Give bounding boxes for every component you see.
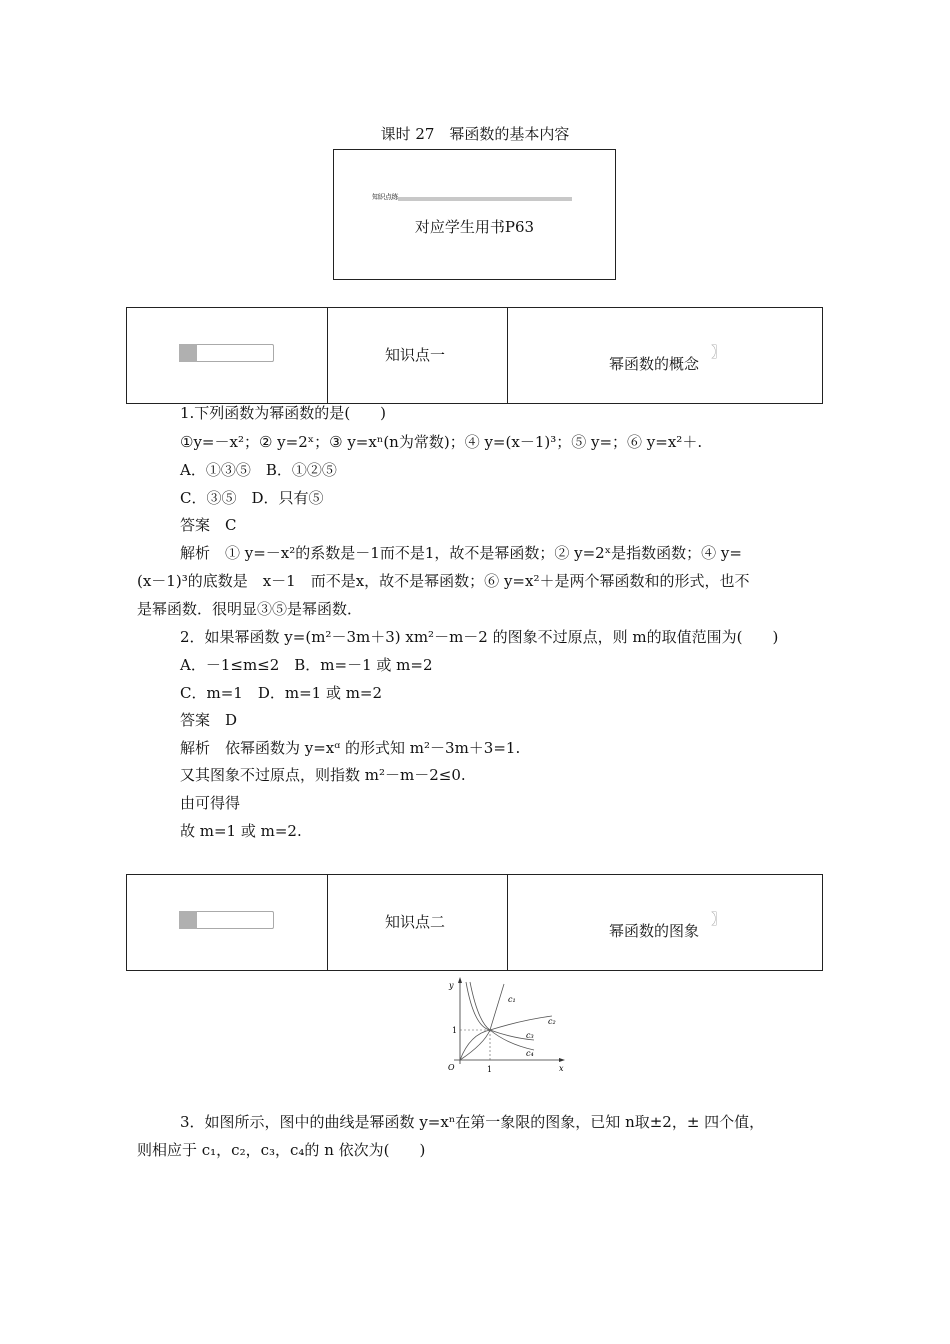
- curve-label-c4: c₄: [526, 1049, 534, 1058]
- origin-label: O: [448, 1063, 455, 1072]
- x-label: x: [559, 1064, 564, 1073]
- q1-options-ab: A．①③⑤ B．①②⑤: [180, 461, 337, 479]
- q1-options-cd: C．③⑤ D．只有⑤: [180, 489, 324, 507]
- section-label: 知识点二: [385, 913, 446, 931]
- q2-analysis-1: 解析 依幂函数为 y=xᵅ 的形式知 m²－3m＋3=1.: [180, 739, 521, 757]
- q2-options-ab: A．－1≤m≤2 B．m=－1 或 m=2: [180, 656, 433, 674]
- section-header-2: [126, 874, 823, 971]
- q1-analysis-3: 是幂函数．很明显③⑤是幂函数．: [137, 600, 363, 618]
- source-box: [333, 149, 616, 280]
- y-axis-arrow-icon: [458, 977, 462, 983]
- tick-y-label: 1: [452, 1026, 458, 1035]
- q2-analysis-2: 又其图象不过原点，则指数 m²－m－2≤0.: [180, 766, 466, 784]
- bracket-icon: 〗: [711, 345, 725, 361]
- q2-analysis-3: 由可得得: [180, 794, 241, 812]
- x-axis-arrow-icon: [559, 1058, 565, 1062]
- source-text: 对应学生用书P63: [414, 218, 535, 236]
- curve-c1: [460, 984, 504, 1060]
- section-marker-cell: [127, 875, 328, 970]
- section-marker-cell: [127, 308, 328, 403]
- section-label-cell: [327, 875, 508, 970]
- curve-label-c3: c₃: [526, 1031, 534, 1040]
- q2-analysis-4: 故 m=1 或 m=2.: [180, 822, 302, 840]
- q1-analysis-2: (x－1)³的底数是 x－1 而不是x，故不是幂函数；⑥ y=x²＋是两个幂函数和的形式，也不: [137, 572, 750, 590]
- page-title: 课时 27 幂函数的基本内容: [380, 125, 570, 143]
- curve-c2: [460, 1016, 552, 1060]
- q2-options-cd: C．m=1 D．m=1 或 m=2: [180, 684, 383, 702]
- q1-analysis-1: 解析 ① y=－x²的系数是－1而不是1，故不是幂函数；② y=2ˣ是指数函数；④ y=: [180, 544, 742, 562]
- q1-answer: 答案 C: [180, 516, 237, 534]
- q2-answer: 答案 D: [180, 711, 238, 729]
- gray-block-icon: [179, 911, 197, 929]
- bracket-end-icon: [267, 911, 274, 929]
- gray-block-icon: [179, 344, 197, 362]
- curve-c4: [466, 982, 534, 1050]
- curve-label-c2: c₂: [548, 1017, 556, 1026]
- curve-label-c1: c₁: [508, 995, 516, 1004]
- power-function-graph: [422, 972, 572, 1077]
- q3-line-1: 3．如图所示，图中的曲线是幂函数 y=xⁿ在第一象限的图象，已知 n取±2，± 四个值，: [180, 1113, 765, 1131]
- section-name: 幂函数的概念: [609, 355, 700, 373]
- knowledge-logo: 知识点练: [372, 193, 398, 201]
- divider-bar: [398, 197, 572, 201]
- section-name: 幂函数的图象: [609, 922, 700, 940]
- tick-x-label: 1: [487, 1065, 493, 1074]
- q1-items: ①y=－x²；② y=2ˣ；③ y=xⁿ(n为常数)；④ y=(x－1)³；⑤ y=；⑥ y=x²＋.: [180, 433, 703, 451]
- q3-line-2: 则相应于 c₁，c₂，c₃，c₄的 n 依次为( ): [137, 1141, 426, 1159]
- bracket-end-icon: [267, 344, 274, 362]
- bracket-bar-icon: [197, 911, 273, 929]
- section-label-cell: [327, 308, 508, 403]
- q2-stem: 2．如果幂函数 y=(m²－3m＋3) xm²－m－2 的图象不过原点，则 m的取值范围为( ): [180, 628, 779, 646]
- q1-stem: 1.下列函数为幂函数的是( ): [180, 404, 387, 422]
- section-header-1: [126, 307, 823, 404]
- bracket-bar-icon: [197, 344, 273, 362]
- bracket-icon: 〗: [711, 912, 725, 928]
- y-label: y: [449, 981, 454, 990]
- section-label: 知识点一: [385, 346, 446, 364]
